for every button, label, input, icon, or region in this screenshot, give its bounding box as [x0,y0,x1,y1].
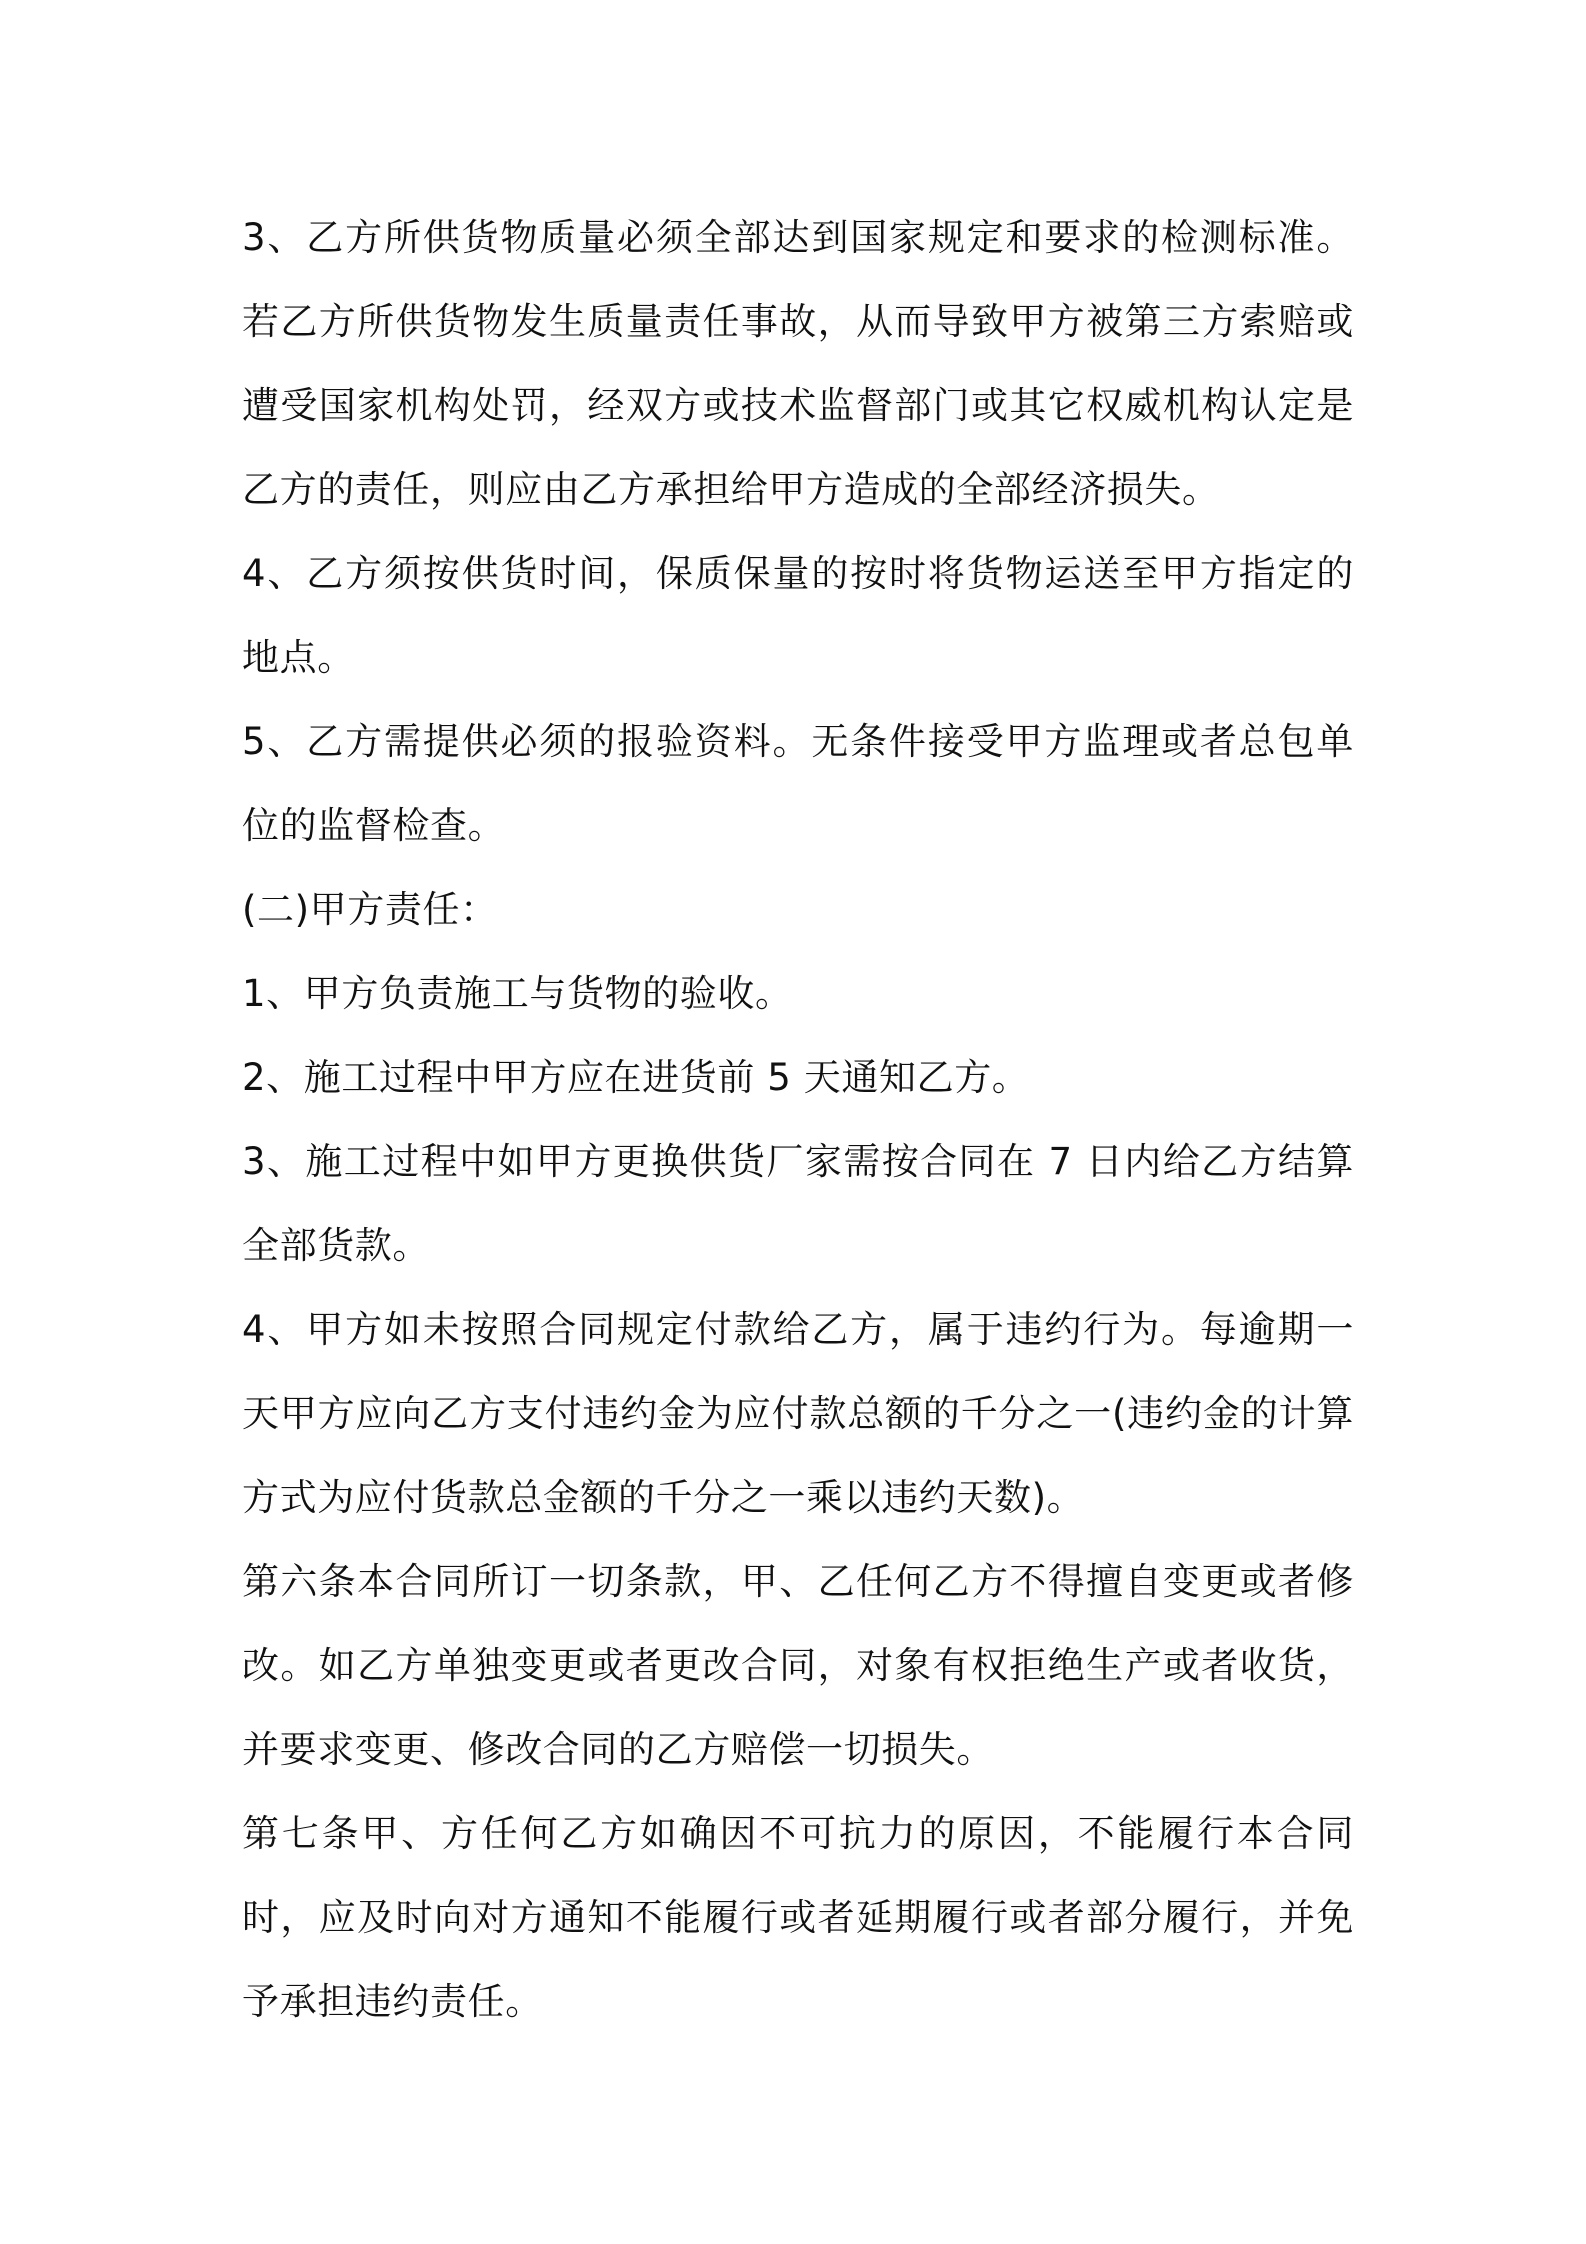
clause-supplier-quality: 3、乙方所供货物质量必须全部达到国家规定和要求的检测标准。若乙方所供货物发生质量责任事故，从而导致甲方被第三方索赔或遭受国家机构处罚，经双方或技术监督部门或其它权威机构认定是乙方的责任，则应由乙方承担给甲方造成的全部经济损失。 [242,216,1354,511]
document-body [242,196,1354,2044]
clause-party-a-settlement: 3、施工过程中如甲方更换供货厂家需按合同在 7 日内给乙方结算全部货款。 [242,1140,1354,1267]
section-heading-party-a: (二)甲方责任： [242,888,498,931]
clause-party-a-notice: 2、施工过程中甲方应在进货前 5 天通知乙方。 [242,1056,1030,1099]
clause-party-a-acceptance: 1、甲方负责施工与货物的验收。 [242,972,793,1015]
clause-party-a-penalty: 4、甲方如未按照合同规定付款给乙方，属于违约行为。每逾期一天甲方应向乙方支付违约金为应付款总额的千分之一(违约金的计算方式为应付货款总金额的千分之一乘以违约天数)。 [242,1308,1354,1519]
clause-supplier-inspection: 5、乙方需提供必须的报验资料。无条件接受甲方监理或者总包单位的监督检查。 [242,720,1354,847]
article-six-modification: 第六条本合同所订一切条款，甲、乙任何乙方不得擅自变更或者修改。如乙方单独变更或者更改合同，对象有权拒绝生产或者收货，并要求变更、修改合同的乙方赔偿一切损失。 [242,1560,1354,1771]
article-seven-force-majeure: 第七条甲、方任何乙方如确因不可抗力的原因，不能履行本合同时，应及时向对方通知不能履行或者延期履行或者部分履行，并免予承担违约责任。 [242,1812,1354,2023]
clause-supplier-delivery: 4、乙方须按供货时间，保质保量的按时将货物运送至甲方指定的地点。 [242,552,1354,679]
